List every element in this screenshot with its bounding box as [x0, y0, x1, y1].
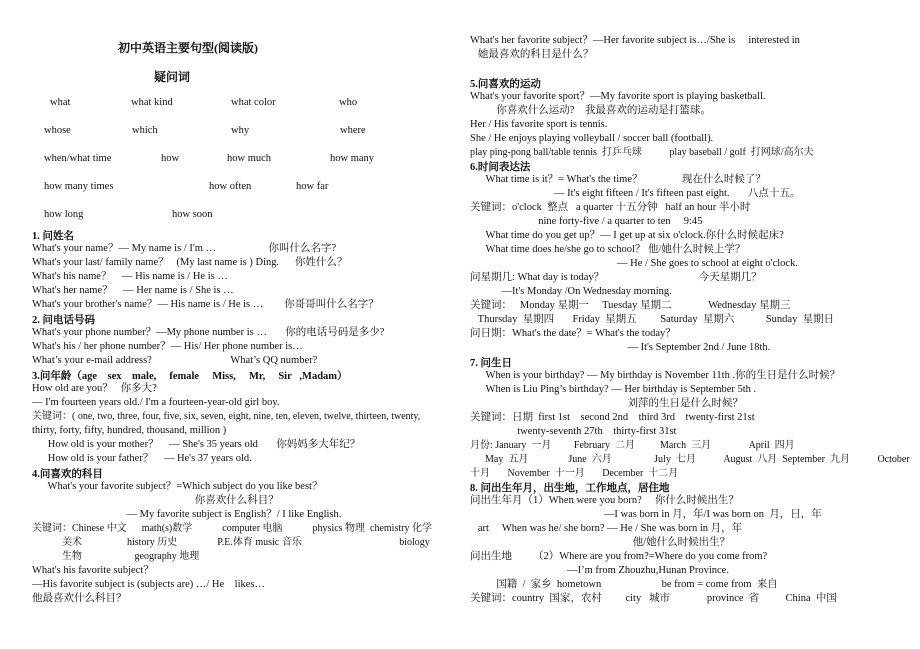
text-line: —I’m from Zhouzhu,Hunan Province.: [470, 565, 729, 576]
question-word: which: [132, 125, 158, 136]
text-line: —His favorite subject is (subjects are) …/ He likes…: [32, 579, 265, 590]
text-line: What’s your e-mail address? What’s QQ number?: [32, 355, 318, 366]
text-line: nine forty-five / a quarter to ten 9:45: [470, 216, 703, 227]
section-heading: 3.问年龄（age sex male, female Miss, Mr, Sir ,Madam）: [32, 371, 348, 382]
question-word: whose: [44, 125, 71, 136]
text-line: 问出生年月（1）When were you born? 你什么时候出生？: [470, 495, 739, 506]
text-line: What time do you get up？— I get up at six o'clock.你什么时候起床?: [470, 230, 784, 241]
section-heading: 2. 问电话号码: [32, 315, 95, 326]
section-title-question-words: 疑问词: [154, 70, 191, 84]
text-line: What's your name？— My name is / I'm … 你叫什么名字?: [32, 243, 337, 254]
question-word: where: [340, 125, 366, 136]
keyword-line: twenty-seventh 27th thirty-first 31st: [470, 426, 677, 437]
section-heading: 6.时间表达法: [470, 162, 531, 173]
keyword-line: 关键词： Monday 星期一 Tuesday 星期二 Wednesday 星期三: [470, 300, 791, 311]
text-line: When is Liu Ping’s birthday? — Her birthday is September 5th .: [470, 384, 757, 395]
question-word: why: [231, 125, 250, 136]
keyword-line: 关键词：o'clock 整点 a quarter 十五分钟 half an hour 半小时: [470, 202, 751, 213]
text-line: 刘萍的生日是什么时候？: [470, 398, 743, 409]
question-word: how: [161, 153, 180, 164]
section-heading: 5.问喜欢的运动: [470, 79, 541, 90]
text-line: What's your favorite sport？—My favorite sport is playing basketball.: [470, 91, 766, 102]
question-word: how many: [330, 153, 375, 164]
text-line: How old are you？ 你多大?: [32, 383, 157, 394]
section-heading: 4.问喜欢的科目: [32, 469, 103, 480]
text-line: What's his favorite subject？: [32, 565, 154, 576]
keyword-line: 关键词：country 国家，农村 city 城市 province 省 China 中国: [470, 593, 837, 604]
text-line: When is your birthday? — My birthday is November 11th .你的生日是什么时候？: [470, 370, 841, 381]
text-line: 问日期：What's the date？= What's the today？: [470, 328, 676, 339]
text-line: 你喜欢什么科目？: [32, 495, 279, 506]
text-line: What time does he/she go to school？ 他/她什么时候上学？: [470, 244, 746, 255]
text-line: What's your brother's name？— His name is / He is … 你哥哥叫什么名字？: [32, 299, 379, 310]
text-line: 问星期几: What day is today？ 今天星期几？: [470, 272, 762, 283]
text-line: What's your phone number？—My phone number is … 你的电话号码是多少?: [32, 327, 385, 338]
page-title: 初中英语主要句型(阅读版): [118, 41, 258, 55]
text-line: 他最喜欢什么科目？: [32, 593, 127, 604]
question-word: how many times: [44, 181, 114, 192]
text-line: What's her favorite subject？—Her favorite subject is…/She is interested in: [470, 35, 800, 46]
text-line: How old is your father？ — He's 37 years old.: [32, 453, 252, 464]
keyword-line: 月份: January 一月 February 二月 March 三月 April 四月: [470, 440, 795, 451]
question-word: when/what time: [44, 153, 112, 164]
text-line: —I was born in 月，年/I was born on 月，日，年: [470, 509, 822, 520]
text-line: — It's eight fifteen / It's fifteen past eight. 八点十五。: [470, 188, 801, 199]
question-word: who: [339, 97, 358, 108]
keyword-line: May 五月 June 六月 July 七月 August 八月 September 九月 October: [470, 454, 910, 465]
keyword-line: 生物 geography 地理: [32, 551, 200, 562]
question-word: how far: [296, 181, 329, 192]
text-line: What's your favorite subject？=Which subject do you like best？: [32, 481, 323, 492]
question-word: how much: [227, 153, 272, 164]
text-line: What's his / her phone number？— His/ Her phone number is…: [32, 341, 303, 352]
text-line: thirty, forty, fifty, hundred, thousand, million ): [32, 425, 227, 436]
text-line: What's her name？ — Her name is / She is …: [32, 285, 234, 296]
keyword-line: 美术 history 历史 P.E.体育 music 音乐 biology: [32, 537, 430, 548]
keyword-line: 十月 November 十一月 December 十二月: [470, 468, 679, 479]
text-line: — He / She goes to school at eight o'clock.: [470, 258, 798, 269]
section-heading: 7. 问生日: [470, 358, 512, 369]
keyword-line: 关键词：( one, two, three, four, five, six, seven, eight, nine, ten, eleven, twelve, thirteen, twenty,: [32, 411, 421, 422]
question-word: what color: [231, 97, 276, 108]
section-heading: 1. 问姓名: [32, 231, 74, 242]
keyword-line: 关键词：Chinese 中文 math(s)数学 computer 电脑 physics 物理 chemistry 化学: [32, 523, 432, 534]
text-line: — It's September 2nd / June 18th.: [470, 342, 771, 353]
text-line: What's his name？ — His name is / He is …: [32, 271, 228, 282]
text-line: art When was he/ she born? — He / She was born in 月，年: [470, 523, 743, 534]
text-line: — My favorite subject is English？/ I like English.: [32, 509, 342, 520]
text-line: —It's Monday /On Wednesday morning.: [470, 286, 672, 297]
text-line: 问出生地 （2）Where are you from?=Where do you come from?: [470, 551, 768, 562]
text-line: 她最喜欢的科目是什么？: [470, 49, 594, 60]
question-word: how long: [44, 209, 84, 220]
question-word: how often: [209, 181, 252, 192]
text-line: 他/她什么时候出生？: [470, 537, 731, 548]
text-line: play ping-pong ball/table tennis 打乒乓球 play baseball / golf 打网球/高尔夫: [470, 147, 814, 158]
text-line: — I'm fourteen years old./ I'm a fourteen-year-old girl boy.: [32, 397, 280, 408]
section-heading: 8. 问出生年月，出生地，工作地点，居住地: [470, 483, 670, 494]
text-line: What time is it？= What's the time？ 现在什么时候了？: [470, 174, 766, 185]
question-word: what kind: [131, 97, 173, 108]
keyword-line: Thursday 星期四 Friday 星期五 Saturday 星期六 Sunday 星期日: [470, 314, 835, 325]
text-line: What's your last/ family name？ (My last name is ) Ding. 你姓什么？: [32, 257, 348, 268]
text-line: 国籍 / 家乡 hometown be from = come from 来自: [470, 579, 778, 590]
text-line: How old is your mother？ — She's 35 years old 你妈妈多大年纪？: [32, 439, 361, 450]
text-line: Her / His favorite sport is tennis.: [470, 119, 608, 130]
question-word: what: [50, 97, 71, 108]
keyword-line: 关键词：日期 first 1st second 2nd third 3rd twenty-first 21st: [470, 412, 755, 423]
question-word: how soon: [172, 209, 213, 220]
text-line: 你喜欢什么运动? 我最喜欢的运动是打篮球。: [470, 105, 711, 116]
text-line: She / He enjoys playing volleyball / soccer ball (football).: [470, 133, 714, 144]
